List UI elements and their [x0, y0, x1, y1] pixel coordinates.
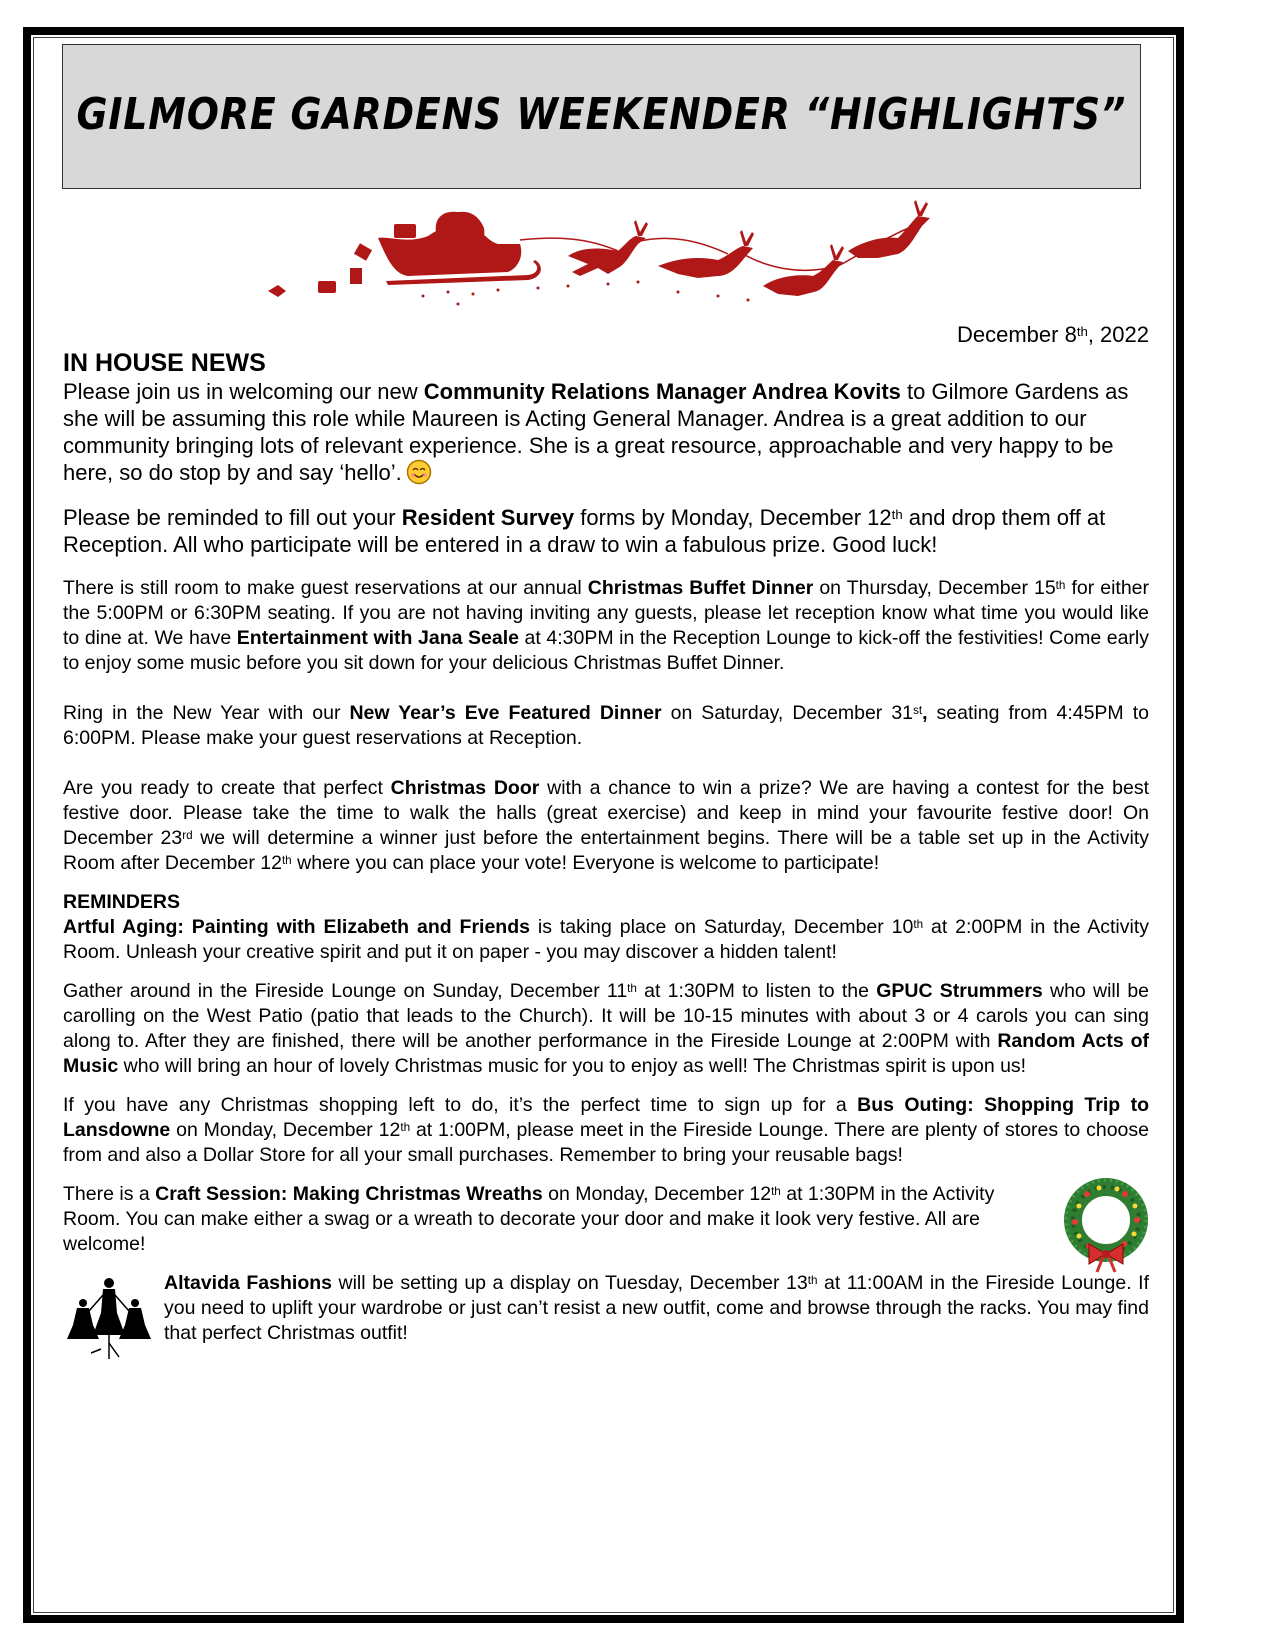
date-text: December 8	[956, 322, 1077, 347]
text: on Monday, December 12	[542, 1183, 772, 1205]
ordinal: rd	[182, 828, 193, 842]
section-heading-in-house-news: IN HOUSE NEWS	[63, 349, 266, 377]
ordinal: th	[913, 917, 924, 931]
text: with a chance to win a prize? We are having a contest for the best festive door. Please take the time to walk the halls (great exercise) and keep in mind your favourite festive door! On December 23	[63, 777, 1149, 849]
bold-text: Craft Session: Making Christmas Wreaths	[155, 1183, 543, 1205]
paragraph-new-years-eve	[63, 701, 1149, 751]
text: There is a	[63, 1183, 156, 1205]
text: will be setting up a display on Tuesday, December 13	[331, 1272, 808, 1294]
text: If you have any Christmas shopping left to do, it’s the perfect time to sign up for a	[63, 1094, 858, 1116]
section-heading-reminders: REMINDERS	[63, 891, 181, 913]
reminder-altavida-fashions	[164, 1271, 1149, 1346]
fashion-dancers-icon	[63, 1273, 155, 1363]
bold-text: Bus Outing: Shopping Trip to Lansdowne	[63, 1094, 1149, 1141]
bold-text: New Year’s Eve Featured Dinner	[349, 702, 662, 724]
bold-text: GPUC Strummers	[876, 980, 1043, 1002]
text: for either the 5:00PM or 6:30PM seating. If you are not having inviting any guests, please let reception know what time you would like to dine at. We have	[63, 577, 1150, 649]
reminder-fashion-block	[63, 1271, 1149, 1346]
text: at 1:30PM in the Activity Room. You can make either a swag or a wreath to decorate your door and make it look very festive. All are welcome!	[63, 1183, 995, 1255]
text: at 11:00AM in the Fireside Lounge. If you need to uplift your wardrobe or just can’t resist a new outfit, come and browse through the racks. You may find that perfect Christmas outfit!	[164, 1272, 1149, 1344]
ordinal: st	[913, 703, 923, 717]
reminder-craft-session	[63, 1182, 1039, 1257]
paragraph-christmas-door	[63, 776, 1149, 876]
text: Gather around in the Fireside Lounge on Sunday, December 11	[63, 980, 628, 1002]
text: to Gilmore Gardens as she will be assuming this role while Maureen is Acting General Manager. Andrea is a great addition to our community bringing lots of relevant experience. She is a great resource, approachable and very happy to be here, so do stop by and say ‘hello’.	[63, 379, 1129, 485]
bold-text: ,	[922, 702, 928, 724]
bold-text: Altavida Fashions	[164, 1272, 332, 1294]
text: and drop them off at Reception. All who participate will be entered in a draw to win a fabulous prize. Good luck!	[63, 505, 1106, 557]
ordinal: th	[807, 1273, 818, 1287]
text: There is still room to make guest reservations at our annual	[63, 577, 588, 599]
christmas-wreath-icon	[1059, 1174, 1154, 1274]
date-year: , 2022	[1087, 322, 1149, 347]
bold-text: Community Relations Manager Andrea Kovits	[423, 379, 901, 404]
reminder-craft-session-block	[63, 1182, 1149, 1257]
text: is taking place on Saturday, December 10	[529, 916, 914, 938]
reminder-gpuc-strummers	[63, 979, 1149, 1079]
text: forms by Monday, December 12	[574, 505, 892, 530]
ordinal: th	[627, 981, 637, 995]
paragraph-new-manager	[63, 378, 1149, 486]
date-ordinal: th	[1076, 324, 1088, 340]
reminder-artful-aging	[63, 915, 1149, 965]
bold-text: Artful Aging: Painting with Elizabeth and Friends	[63, 916, 530, 938]
text: at 1:30PM to listen to the	[636, 980, 877, 1002]
text: on Thursday, December 15	[813, 577, 1056, 599]
bold-text: Random Acts of Music	[63, 1030, 1149, 1077]
text: on Monday, December 12	[170, 1119, 401, 1141]
title-banner	[62, 44, 1141, 189]
text: Please be reminded to fill out your	[63, 505, 402, 530]
text: at 1:00PM, please meet in the Fireside Lounge. There are plenty of stores to choose from and also a Dollar Store for all your small purchases. Remember to bring your reusable bags!	[63, 1119, 1149, 1166]
text: where you can place your vote! Everyone is welcome to participate!	[291, 852, 880, 874]
smiling-face-icon	[406, 459, 432, 485]
ordinal: th	[771, 1184, 781, 1198]
ordinal: th	[400, 1120, 411, 1134]
issue-date	[957, 322, 1149, 348]
text: Ring in the New Year with our	[63, 702, 350, 724]
ordinal: th	[1055, 578, 1066, 592]
text: at 4:30PM in the Reception Lounge to kick-off the festivities! Come early to enjoy some music before you sit down for your delicious Christmas Buffet Dinner.	[63, 627, 1149, 674]
text: Please join us in welcoming our new	[63, 379, 424, 404]
paragraph-christmas-buffet	[63, 576, 1149, 676]
text: on Saturday, December 31	[661, 702, 914, 724]
reminder-bus-outing	[63, 1093, 1149, 1168]
bold-text: Christmas Buffet Dinner	[587, 577, 814, 599]
text: who will be carolling on the West Patio (patio that leads to the Church). It will be 10-15 minutes with about 3 or 4 carols you can sing along to. After they are finished, there will be another performance in the Fireside Lounge at 2:00PM with	[63, 980, 1150, 1052]
bold-text: Resident Survey	[401, 505, 575, 530]
text: who will bring an hour of lovely Christmas music for you to enjoy as well! The Christmas spirit is upon us!	[118, 1055, 1027, 1077]
ordinal: th	[281, 853, 292, 867]
ordinal: th	[891, 507, 903, 523]
paragraph-resident-survey	[63, 504, 1149, 558]
text: Are you ready to create that perfect	[63, 777, 391, 799]
text: at 2:00PM in the Activity Room. Unleash your creative spirit and put it on paper - you may discover a hidden talent!	[63, 916, 1149, 963]
bold-text: Christmas Door	[390, 777, 540, 799]
newsletter-body	[63, 348, 1149, 1346]
text: seating from 4:45PM to 6:00PM. Please make your guest reservations at Reception.	[63, 702, 1149, 749]
newsletter-title: GILMORE GARDENS WEEKENDER “HIGHLIGHTS”	[76, 89, 1127, 140]
santa-sleigh-icon	[258, 196, 948, 311]
text: we will determine a winner just before the entertainment begins. There will be a table set up in the Activity Room after December 12	[63, 827, 1149, 874]
bold-text: Entertainment with Jana Seale	[236, 627, 519, 649]
